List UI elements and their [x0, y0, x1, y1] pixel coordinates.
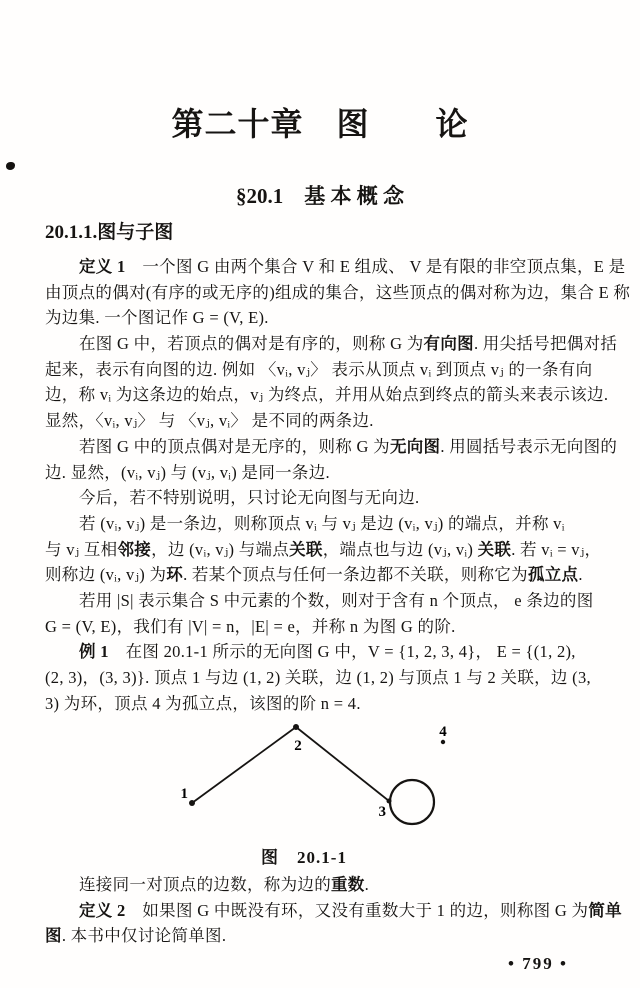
body-text: [45, 254, 631, 716]
text-segment: 若 (vᵢ, vⱼ) 是一条边，则称顶点 vᵢ 与 vⱼ 是边 (vᵢ, vⱼ) 的端点，并称 vᵢ: [79, 513, 565, 533]
bold-term: 定义 1: [79, 257, 126, 276]
subsection-title: 20.1.1.图与子图: [45, 222, 174, 243]
text-segment: ，边 (vᵢ, vⱼ) 与端点: [151, 539, 290, 559]
vertex-label-1: 1: [180, 786, 188, 802]
text-segment: 由顶点的偶对(有序的或无序的)组成的集合，这些顶点的偶对称为边，集合 E 称: [45, 282, 631, 302]
text-segment: 与 vⱼ 互相: [45, 539, 118, 559]
text-line: [45, 898, 622, 924]
text-line: [45, 614, 605, 640]
ink-blot: [6, 162, 15, 170]
text-segment: 边. 显然，(vᵢ, vⱼ) 与 (vⱼ, vᵢ) 是同一条边.: [45, 462, 330, 482]
vertex-3-dot: [387, 799, 392, 804]
text-segment: 边，称 vᵢ 为这条边的始点，vⱼ 为终点，并用从始点到终点的箭头来表示该边.: [45, 385, 609, 405]
text-line: [45, 511, 605, 537]
text-line: [45, 305, 605, 331]
text-line: [45, 923, 605, 949]
text-segment: 为边集. 一个图记作 G = (V, E).: [45, 308, 269, 328]
figure-caption: 图 20.1-1: [261, 848, 347, 867]
bold-term: 简单: [588, 900, 622, 920]
bold-term: 无向图: [389, 436, 441, 456]
text-segment: . 本书中仅讨论简单图.: [61, 926, 227, 946]
bottom-text: [45, 872, 622, 949]
vertex-1-dot: [189, 800, 195, 806]
text-line: [45, 408, 605, 434]
text-line: [45, 588, 605, 614]
bold-term: 例 1: [79, 642, 109, 662]
text-line: [45, 485, 605, 511]
text-segment: 则称边 (vᵢ, vⱼ) 为: [45, 565, 167, 585]
text-segment: . 若 vᵢ = vⱼ，: [511, 539, 602, 559]
text-segment: 一个图 G 由两个集合 V 和 E 组成、 V 是有限的非空顶点集，E 是: [125, 257, 626, 276]
bold-term: 环: [166, 565, 184, 585]
loop-circle: [390, 780, 434, 824]
text-segment: 在图 20.1-1 所示的无向图 G 中，V = {1, 2, 3, 4}， E = {(1, 2),: [108, 642, 576, 662]
text-line: [45, 537, 605, 563]
figure-20-1-1: [0, 705, 640, 840]
text-segment: . 若某个顶点与任何一条边都不关联，则称它为: [183, 565, 528, 585]
text-segment: 如果图 G 中既没有环，又没有重数大于 1 的边，则称图 G 为: [125, 900, 589, 920]
vertex-label-3: 3: [378, 804, 386, 820]
text-line: [45, 331, 618, 357]
bold-term: 图: [45, 926, 62, 946]
text-line: [45, 460, 605, 486]
bold-term: 关联: [477, 539, 512, 559]
vertex-label-2: 2: [294, 738, 302, 754]
text-line: [45, 872, 605, 898]
text-segment: G = (V, E)，我们有 |V| = n，|E| = e，并称 n 为图 G 的阶.: [45, 616, 456, 636]
section-title: §20.1 基 本 概 念: [236, 184, 404, 208]
text-segment: .: [364, 875, 370, 894]
text-line: [45, 280, 631, 306]
text-segment: .: [578, 565, 583, 585]
text-line: [45, 254, 626, 280]
text-segment: 若用 |S| 表示集合 S 中元素的个数，则对于含有 n 个顶点， e 条边的图: [79, 590, 594, 610]
vertex-4-dot: [441, 740, 445, 744]
text-line: [45, 562, 605, 588]
text-segment: 若图 G 中的顶点偶对是无序的，则称 G 为: [79, 436, 390, 456]
text-line: [45, 665, 605, 691]
graph-svg: [0, 705, 640, 840]
bold-term: 关联: [289, 539, 323, 559]
text-segment: (2, 3)，(3, 3)}. 顶点 1 与边 (1, 2) 关联，边 (1, 2) 与顶点 1 与 2 关联，边 (3,: [45, 668, 591, 687]
text-segment: 在图 G 中，若顶点的偶对是有序的，则称 G 为: [79, 334, 424, 354]
edge-2-3: [296, 727, 389, 801]
text-line: [45, 639, 605, 665]
vertex-2-dot: [293, 724, 299, 730]
bold-term: 邻接: [117, 539, 152, 559]
text-segment: 起来，表示有向图的边. 例如 〈vᵢ, vⱼ〉 表示从顶点 vᵢ 到顶点 vⱼ 的一条有向: [45, 359, 593, 379]
text-segment: 3) 为环，顶点 4 为孤立点，该图的阶 n = 4.: [45, 693, 361, 713]
text-segment: 连接同一对顶点的边数，称为边的: [79, 875, 331, 894]
bold-term: 有向图: [423, 334, 474, 354]
vertex-label-4: 4: [439, 724, 447, 740]
edge-1-2: [192, 727, 296, 803]
bold-term: 定义 2: [79, 900, 126, 920]
text-segment: . 用圆括号表示无向图的: [440, 436, 618, 456]
text-segment: 今后，若不特别说明，只讨论无向图与无向边.: [79, 488, 420, 508]
page-number: • 799 •: [508, 954, 568, 973]
text-segment: ，端点也与边 (vⱼ, vᵢ): [322, 539, 478, 559]
chapter-title: 第二十章 图 论: [171, 106, 469, 142]
text-line: [45, 382, 609, 408]
bold-term: 重数: [331, 875, 365, 894]
text-segment: 显然，〈vᵢ, vⱼ〉 与 〈vⱼ, vᵢ〉 是不同的两条边.: [45, 411, 374, 431]
bold-term: 孤立点: [527, 565, 579, 585]
text-line: [45, 434, 618, 460]
text-line: [45, 357, 605, 383]
text-segment: . 用尖括号把偶对括: [473, 334, 618, 354]
